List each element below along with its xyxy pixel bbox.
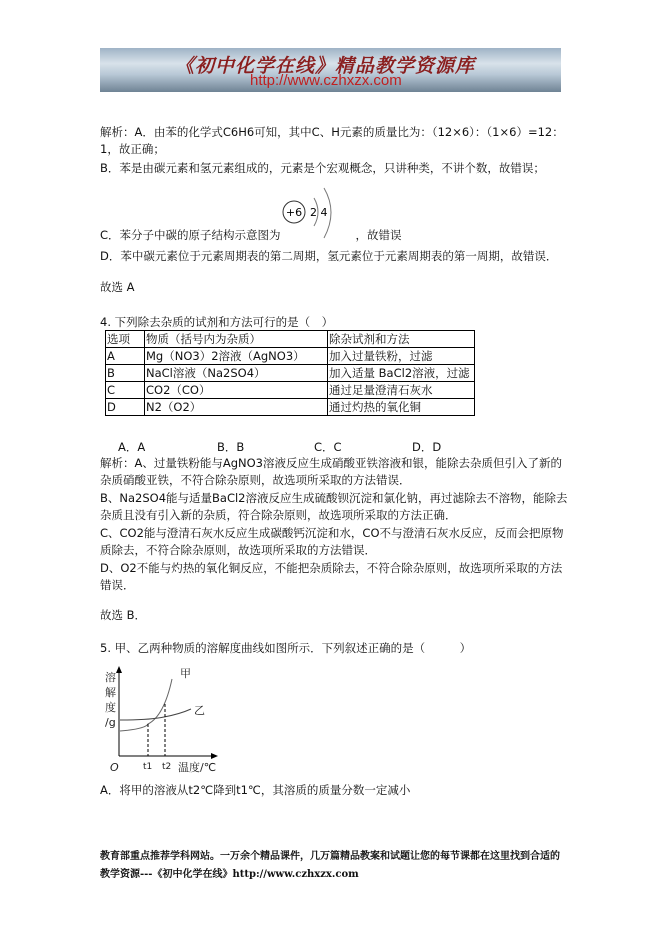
- q4-analysis-line: 质除去，不符合除杂原则，故选项所采取的方法错误．: [100, 543, 376, 557]
- cell: C: [106, 382, 145, 399]
- q4-analysis-line: 杂质硝酸亚铁，不符合除杂原则，故选项所采取的方法错误．: [100, 473, 411, 487]
- cell: 加入过量铁粉，过滤: [328, 348, 475, 365]
- q3-analysis-a: 解析：A．由苯的化学式C6H6可知，其中C、H元素的质量比为：（12×6）：（1×6）=12：: [100, 125, 564, 139]
- q4-table: [105, 330, 475, 416]
- footer-line1: 教育部重点推荐学科网站。一万余个精品课件，几万篇精品教案和试题让您的每节课都在这里找到合适的: [100, 851, 560, 862]
- q4-option-a: A．A: [118, 440, 146, 454]
- curve-jia: [120, 679, 172, 731]
- cell: 通过足量澄清石灰水: [328, 382, 475, 399]
- q4-stem: 4. 下列除去杂质的试剂和方法可行的是（ ）: [100, 315, 334, 329]
- origin-label: O: [110, 761, 119, 774]
- t2-label: t2: [162, 762, 172, 772]
- curve-yi-label: 乙: [194, 704, 205, 717]
- q4-answer: 故选 B．: [100, 608, 147, 622]
- q4-analysis-line: 杂质且没有引入新的杂质，符合除杂原则，故选项所采取的方法正确．: [100, 508, 457, 522]
- table-row: [106, 365, 475, 382]
- q3-analysis-a-cont: 1，故正确；: [100, 142, 165, 156]
- atom-shells: 2 4: [310, 206, 328, 219]
- q3-c-result: ，故错误: [355, 228, 402, 242]
- q3-c-text: C．苯分子中碳的原子结构示意图为: [100, 228, 281, 242]
- footer-line2: 教学资源---《初中化学在线》http://www.czhxzx.com: [100, 869, 359, 880]
- table-row: [106, 348, 475, 365]
- cell: D: [106, 399, 145, 416]
- curve-jia-label: 甲: [180, 667, 191, 680]
- cell: B: [106, 365, 145, 382]
- y-axis-arrow-icon: [116, 666, 122, 673]
- cell: CO2（CO）: [145, 382, 328, 399]
- cell: 通过灼热的氧化铜: [328, 399, 475, 416]
- y-label-char: 解: [105, 686, 116, 699]
- atom-nucleus: +6: [285, 206, 303, 219]
- q3-analysis-c: [100, 227, 402, 243]
- q3-analysis-d: D．苯中碳元素位于元素周期表的第二周期，氢元素位于元素周期表的第一周期，故错误．: [100, 249, 558, 263]
- q5-option-a: A．将甲的溶液从t2℃降到t1℃，其溶质的质量分数一定减小: [100, 783, 411, 797]
- cell: A: [106, 348, 145, 365]
- q4-analysis-line: B、Na2SO4能与适量BaCl2溶液反应生成硫酸钡沉淀和氯化钠，再过滤除去不溶物，能除去: [100, 491, 568, 505]
- q4-analysis-line: C、CO2能与澄清石灰水反应生成碳酸钙沉淀和水，CO不与澄清石灰水反应，反而会把原物: [100, 526, 564, 540]
- q4-option-d: D．D: [412, 440, 442, 454]
- y-label-char: /g: [105, 716, 116, 729]
- q4-analysis-line: 错误．: [100, 578, 135, 592]
- x-axis-arrow-icon: [211, 753, 218, 759]
- y-label-char: 溶: [105, 671, 116, 684]
- header-cell: 选项: [106, 331, 145, 348]
- banner-url: http://www.czhxzx.com: [250, 72, 402, 89]
- q4-analysis-line: 解析：A、过量铁粉能与AgNO3溶液反应生成硝酸亚铁溶液和银，能除去杂质但引入了新的: [100, 456, 563, 470]
- cell: NaCl溶液（Na2SO4）: [145, 365, 328, 382]
- table-row: [106, 399, 475, 416]
- x-axis-label: 温度/℃: [178, 761, 217, 774]
- table-header-row: [106, 331, 475, 348]
- q4-analysis-line: D、O2不能与灼热的氧化铜反应，不能把杂质除去，不符合除杂原则，故选项所采取的方法: [100, 561, 563, 575]
- q3-analysis-b: B．苯是由碳元素和氢元素组成的，元素是个宏观概念，只讲种类，不讲个数，故错误；: [100, 161, 545, 175]
- t1-label: t1: [143, 762, 153, 772]
- q4-option-b: B．B: [217, 440, 245, 454]
- banner-title: 《初中化学在线》精品教学资源库: [175, 55, 476, 77]
- header-cell: 物质（括号内为杂质）: [145, 331, 328, 348]
- solubility-graph: [100, 664, 230, 774]
- cell: Mg（NO3）2溶液（AgNO3）: [145, 348, 328, 365]
- curve-yi: [120, 709, 191, 720]
- y-label-char: 度: [105, 701, 116, 714]
- cell: 加入适量 BaCl2溶液，过滤: [328, 365, 475, 382]
- q3-answer: 故选 A: [100, 280, 135, 294]
- header-cell: 除杂试剂和方法: [328, 331, 475, 348]
- cell: N2（O2）: [145, 399, 328, 416]
- q4-option-c: C．C: [314, 440, 342, 454]
- site-banner: [100, 48, 561, 92]
- table-row: [106, 382, 475, 399]
- q5-stem: 5. 甲、乙两种物质的溶解度曲线如图所示．下列叙述正确的是（ ）: [100, 641, 472, 655]
